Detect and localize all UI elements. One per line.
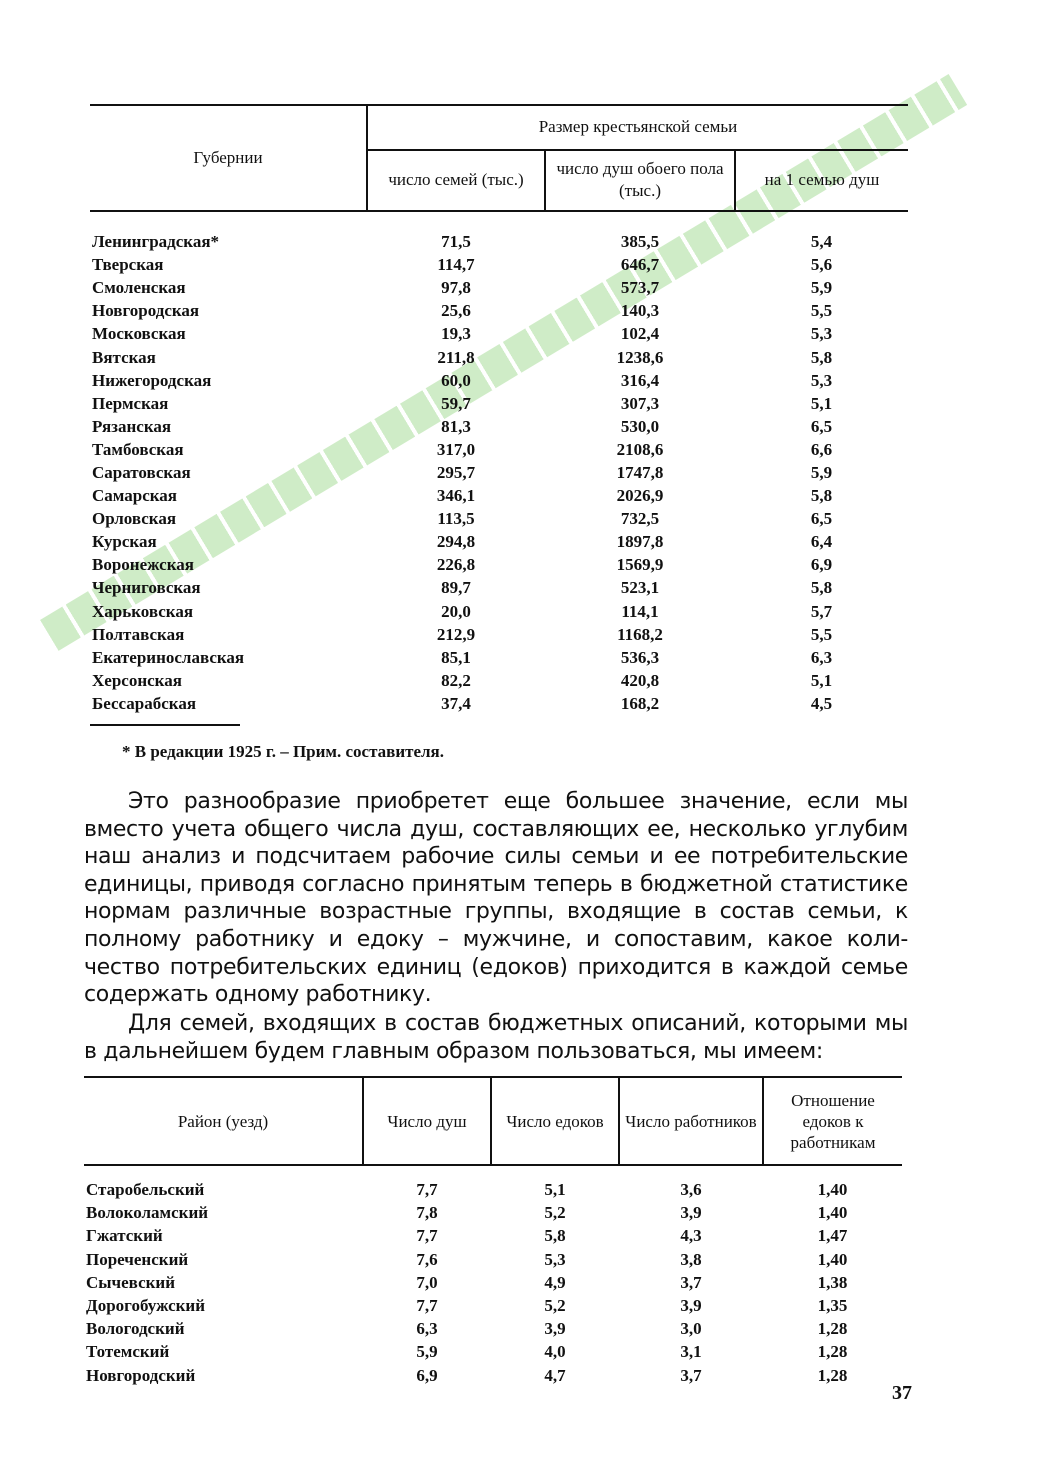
per-family-value: 5,5 <box>810 301 833 321</box>
per-family-value: 5,9 <box>810 278 833 298</box>
workers-value: 3,7 <box>680 1272 702 1292</box>
header-eaters: Число едоков <box>491 1077 619 1165</box>
souls-value: 385,5 <box>620 232 660 252</box>
eaters-value: 5,3 <box>544 1249 566 1269</box>
per-family-value: 5,3 <box>810 370 833 390</box>
families-value: 295,7 <box>436 462 476 482</box>
gubernia-name: Нижегородская <box>92 370 212 390</box>
paragraph-line: Это разнообразие приобретет еще большее значение, если мы <box>128 789 908 814</box>
per-family-value: 5,7 <box>810 601 833 621</box>
workers-value: 3,9 <box>680 1296 702 1316</box>
eaters-value: 4,9 <box>544 1272 566 1292</box>
souls-value: 2108,6 <box>616 439 664 459</box>
per-family-value: 6,4 <box>810 532 833 552</box>
paragraph-line: нормам различные возрастные группы, входящие в состав семьи, к <box>84 899 908 925</box>
souls-value: 523,1 <box>620 578 660 598</box>
per-family-value: 5,8 <box>810 486 833 506</box>
gubernia-name: Самарская <box>92 486 177 506</box>
table-row <box>90 438 908 461</box>
souls-value: 1168,2 <box>617 624 663 644</box>
gubernia-name: Черниговская <box>92 578 201 598</box>
table-row <box>90 692 908 715</box>
eaters-value: 5,2 <box>544 1203 566 1223</box>
per-family-value: 5,1 <box>810 393 833 413</box>
gubernia-name: Смоленская <box>92 278 186 298</box>
gubernia-name: Херсонская <box>92 670 182 690</box>
eaters-value: 5,1 <box>544 1180 566 1200</box>
gubernia-name: Ленинградская* <box>92 232 220 252</box>
workers-value: 3,6 <box>680 1180 702 1200</box>
souls-value: 530,0 <box>620 416 660 436</box>
families-value: 89,7 <box>441 578 471 598</box>
header-souls: Число душ <box>363 1077 491 1165</box>
souls-value: 7,7 <box>416 1226 438 1246</box>
workers-value: 3,0 <box>680 1319 702 1339</box>
gubernia-name: Харьковская <box>92 601 194 621</box>
souls-value: 7,7 <box>416 1296 438 1316</box>
souls-value: 140,3 <box>620 301 660 321</box>
paragraph-line: Для семей, входящих в состав бюджетных описаний, которыми мы <box>128 1011 908 1036</box>
families-value: 113,5 <box>437 509 475 529</box>
per-family-value: 6,5 <box>810 509 833 529</box>
souls-value: 7,8 <box>416 1203 438 1223</box>
souls-value: 1747,8 <box>616 462 664 482</box>
header-district: Район (уезд) <box>84 1077 363 1165</box>
header-family-size-group: Размер крестьянской семьи <box>367 105 908 150</box>
families-value: 20,0 <box>441 601 471 621</box>
per-family-value: 5,1 <box>810 670 833 690</box>
ratio-value: 1,28 <box>817 1365 848 1385</box>
gubernia-name: Полтавская <box>92 624 185 644</box>
header-souls-per-family: на 1 семью душ <box>735 150 908 211</box>
per-family-value: 5,9 <box>810 462 833 482</box>
families-value: 71,5 <box>441 232 471 252</box>
per-family-value: 6,6 <box>810 439 833 459</box>
header-ratio: Отношение едоков к работникам <box>763 1077 902 1165</box>
header-gubernii: Губернии <box>90 105 367 211</box>
souls-value: 168,2 <box>620 693 660 713</box>
souls-value: 7,6 <box>416 1249 438 1269</box>
header-souls-count: число душ обоего пола (тыс.) <box>545 150 735 211</box>
per-family-value: 4,5 <box>810 693 833 713</box>
district-name: Сычевский <box>86 1272 176 1292</box>
families-value: 346,1 <box>436 486 476 506</box>
table-row <box>90 211 908 253</box>
paragraph-line: единицы, приводя согласно принятым теперь в бюджетной статистике <box>84 871 908 897</box>
header-workers: Число работников <box>619 1077 763 1165</box>
families-value: 114,7 <box>437 255 475 275</box>
gubernia-name: Бессарабская <box>92 693 197 713</box>
table-family-size-by-gubernia <box>90 104 908 715</box>
table-row <box>90 600 908 623</box>
table-row <box>84 1340 902 1363</box>
per-family-value: 6,5 <box>810 416 833 436</box>
ratio-value: 1,47 <box>817 1226 848 1246</box>
families-value: 212,9 <box>436 624 476 644</box>
gubernia-name: Новгородская <box>92 301 200 321</box>
header-families-count: число семей (тыс.) <box>367 150 545 211</box>
per-family-value: 6,3 <box>810 647 833 667</box>
district-name: Дорогобужский <box>86 1296 206 1316</box>
table-row <box>90 276 908 299</box>
souls-value: 307,3 <box>620 393 660 413</box>
souls-value: 7,0 <box>416 1272 438 1292</box>
workers-value: 4,3 <box>680 1226 702 1246</box>
workers-value: 3,7 <box>680 1365 702 1385</box>
eaters-value: 4,7 <box>544 1365 566 1385</box>
souls-value: 573,7 <box>620 278 660 298</box>
ratio-value: 1,28 <box>817 1319 848 1339</box>
district-name: Гжатский <box>86 1226 163 1246</box>
paragraph-line: в дальнейшем будем главным образом пользоваться, мы имеем: <box>84 1038 823 1064</box>
gubernia-name: Воронежская <box>92 555 194 575</box>
table2-body <box>84 1165 902 1387</box>
gubernia-name: Рязанская <box>92 416 172 436</box>
families-value: 60,0 <box>441 370 471 390</box>
ratio-value: 1,40 <box>817 1180 848 1200</box>
families-value: 25,6 <box>441 301 471 321</box>
paragraph-line: полному работнику и едоку – мужчине, и сопоставим, какое коли- <box>84 926 908 952</box>
table-row <box>90 392 908 415</box>
souls-value: 6,9 <box>416 1365 438 1385</box>
gubernia-name: Курская <box>92 532 157 552</box>
per-family-value: 5,8 <box>810 347 833 367</box>
gubernia-name: Пермская <box>92 393 169 413</box>
souls-value: 1569,9 <box>616 555 664 575</box>
table-row <box>90 646 908 669</box>
table-row <box>84 1317 902 1340</box>
table1-body <box>90 211 908 715</box>
district-name: Пореченский <box>86 1249 189 1269</box>
souls-value: 2026,9 <box>616 486 664 506</box>
ratio-value: 1,28 <box>817 1342 848 1362</box>
souls-value: 7,7 <box>416 1180 438 1200</box>
per-family-value: 6,9 <box>810 555 833 575</box>
district-name: Волоколамский <box>86 1203 209 1223</box>
paragraph-line: чество потребительских единиц (едоков) приходится в каждой семье <box>84 954 908 980</box>
souls-value: 114,1 <box>621 601 659 621</box>
table-row <box>84 1165 902 1201</box>
gubernia-name: Орловская <box>92 509 177 529</box>
families-value: 85,1 <box>441 647 471 667</box>
per-family-value: 5,4 <box>810 232 833 252</box>
eaters-value: 5,2 <box>544 1296 566 1316</box>
paragraph-line: вместо учета общего числа душ, составляющих ее, несколько углубим <box>84 816 908 842</box>
district-name: Тотемский <box>86 1342 170 1362</box>
district-name: Новгородский <box>86 1365 196 1385</box>
workers-value: 3,9 <box>680 1203 702 1223</box>
ratio-value: 1,40 <box>817 1249 848 1269</box>
per-family-value: 5,8 <box>810 578 833 598</box>
families-value: 19,3 <box>441 324 471 344</box>
gubernia-name: Московская <box>92 324 186 344</box>
souls-value: 1897,8 <box>616 532 664 552</box>
workers-value: 3,1 <box>680 1342 702 1362</box>
paragraph-line: наш анализ и подсчитаем рабочие силы семьи и ее потребительские <box>84 844 908 870</box>
eaters-value: 3,9 <box>544 1319 566 1339</box>
paragraph-line: содержать одному работнику. <box>84 982 432 1008</box>
souls-value: 1238,6 <box>616 347 664 367</box>
table-row <box>84 1364 902 1387</box>
souls-value: 732,5 <box>620 509 660 529</box>
families-value: 37,4 <box>441 693 471 713</box>
eaters-value: 4,0 <box>544 1342 566 1362</box>
table-eaters-workers-by-district <box>84 1076 902 1387</box>
per-family-value: 5,6 <box>810 255 833 275</box>
souls-value: 6,3 <box>416 1319 438 1339</box>
gubernia-name: Тверская <box>92 255 164 275</box>
table-row <box>90 530 908 553</box>
ratio-value: 1,40 <box>817 1203 848 1223</box>
eaters-value: 5,8 <box>544 1226 566 1246</box>
souls-value: 316,4 <box>620 370 660 390</box>
table-row <box>84 1294 902 1317</box>
families-value: 317,0 <box>436 439 476 459</box>
paragraph-2 <box>84 1010 908 1065</box>
table-row <box>90 369 908 392</box>
souls-value: 420,8 <box>620 670 660 690</box>
paragraph-1 <box>84 788 908 1009</box>
district-name: Вологодский <box>86 1319 185 1339</box>
families-value: 97,8 <box>441 278 471 298</box>
table-row <box>84 1224 902 1247</box>
souls-value: 536,3 <box>620 647 660 667</box>
per-family-value: 5,5 <box>810 624 833 644</box>
table-row <box>90 669 908 692</box>
table-row <box>84 1248 902 1271</box>
workers-value: 3,8 <box>680 1249 702 1269</box>
footnote-rule <box>90 724 240 726</box>
families-value: 82,2 <box>441 670 471 690</box>
gubernia-name: Екатеринославская <box>92 647 245 667</box>
per-family-value: 5,3 <box>810 324 833 344</box>
table-row <box>90 253 908 276</box>
table-row <box>90 415 908 438</box>
table-row <box>90 507 908 530</box>
table-row <box>90 461 908 484</box>
souls-value: 102,4 <box>620 324 660 344</box>
page-number: 37 <box>892 1382 912 1404</box>
table-row <box>90 623 908 646</box>
families-value: 294,8 <box>436 532 476 552</box>
footnote: * В редакции 1925 г. – Прим. составителя. <box>122 742 445 761</box>
families-value: 211,8 <box>437 347 475 367</box>
table-row <box>90 576 908 599</box>
ratio-value: 1,38 <box>817 1272 848 1292</box>
souls-value: 5,9 <box>416 1342 438 1362</box>
table-row <box>90 299 908 322</box>
families-value: 81,3 <box>441 416 471 436</box>
table-row <box>84 1201 902 1224</box>
table-row <box>84 1271 902 1294</box>
table-row <box>90 553 908 576</box>
families-value: 59,7 <box>441 393 471 413</box>
table-row <box>90 322 908 345</box>
ratio-value: 1,35 <box>817 1296 848 1316</box>
gubernia-name: Саратовская <box>92 462 191 482</box>
table-row <box>90 484 908 507</box>
gubernia-name: Тамбовская <box>92 439 184 459</box>
souls-value: 646,7 <box>620 255 660 275</box>
gubernia-name: Вятская <box>92 347 156 367</box>
table-row <box>90 345 908 368</box>
district-name: Старобельский <box>86 1180 205 1200</box>
families-value: 226,8 <box>436 555 476 575</box>
